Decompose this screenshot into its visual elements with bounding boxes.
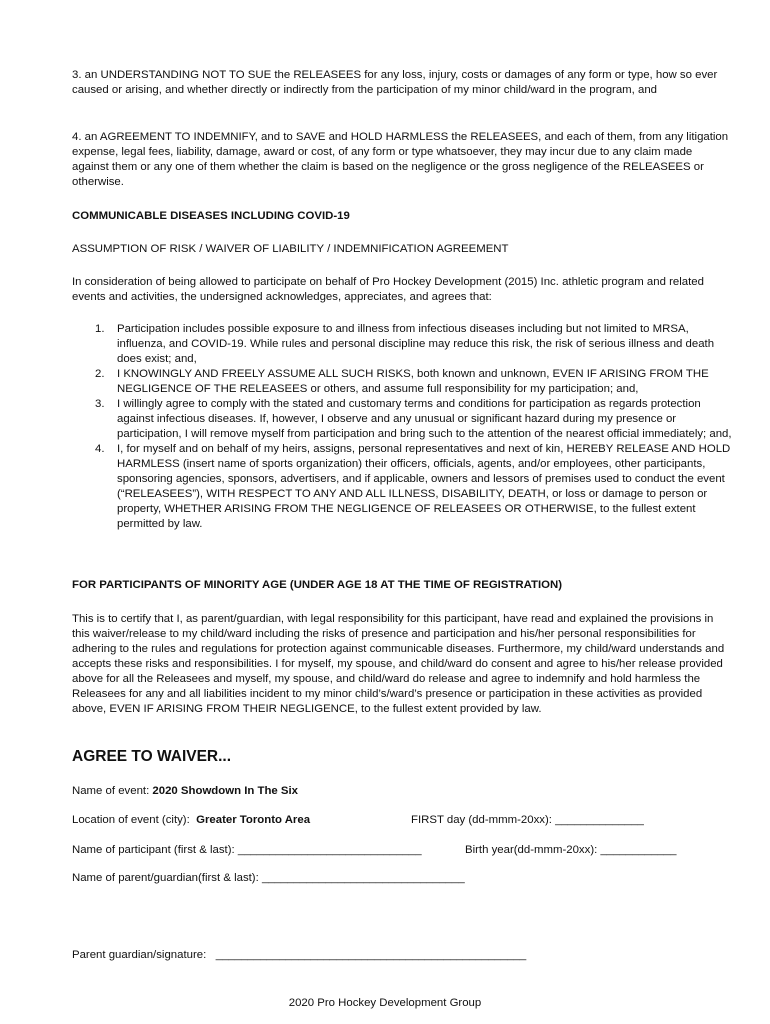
participant-label: Name of participant (first & last):: [72, 844, 235, 856]
event-name-field: [72, 784, 298, 799]
parent-label: Name of parent/guardian(first & last):: [72, 872, 259, 884]
birth-label: Birth year(dd-mmm-20xx):: [465, 844, 598, 856]
agree-heading: AGREE TO WAIVER...: [72, 748, 232, 765]
first-day-field[interactable]: [411, 813, 644, 828]
clause-4: 4. an AGREEMENT TO INDEMNIFY, and to SAVE and HOLD HARMLESS the RELEASEES, and each of them, from any litigation expense, legal fees, liability, damage, award or cost, of any form or type whatsoever, they may incur due to any claim made against them or any one of them whether the claim is based on the negligence or the gross negligence of the RELEASEES or otherwise.: [72, 131, 729, 188]
acknowledgement-list: [72, 322, 732, 532]
list-item: 2. I KNOWINGLY AND FREELY ASSUME ALL SUCH RISKS, both known and unknown, EVEN IF ARISING FROM THE NEGLIGENCE OF THE RELEASEES or others, and assume full responsibility for my participation; and,: [95, 368, 709, 395]
location-value: Greater Toronto Area: [196, 814, 311, 826]
event-value: 2020 Showdown In The Six: [152, 785, 298, 797]
signature-field[interactable]: [72, 948, 526, 963]
signature-label: Parent guardian/signature:: [72, 949, 207, 961]
page-footer: 2020 Pro Hockey Development Group: [288, 997, 482, 1009]
minority-paragraph: This is to certify that I, as parent/guardian, with legal responsibility for this participant, have read and explained the provisions in this waiver/release to my child/ward including the risks of presence and participation and his/her personal responsibilities for adhering to the rules and regulations for protection against communicable diseases. Furthermore, my child/ward understands and accepts these risks and responsibilities. I for myself, my spouse, and child/ward do consent and agree to his/her release provided above for all the Releasees and myself, my spouse, and child/ward do release and agree to indemnify and hold harmless the Releasees for any and all liabilities incident to my minor child’s/ward’s presence or participation in these activities as provided above, EVEN IF ARISING FROM THEIR NEGLIGENCE, to the fullest extent provided by law.: [72, 613, 725, 715]
first-day-label: FIRST day (dd-mmm-20xx):: [411, 814, 552, 826]
list-item: 3. I willingly agree to comply with the stated and customary terms and conditions for participation as regards protection against infectious diseases. If, however, I observe and any unusual or significant hazard during my presence or participation, I will remove myself from participation and bring such to the attention of the nearest official immediately; and,: [95, 398, 732, 440]
birth-blank[interactable]: ____________: [600, 844, 677, 856]
intro-paragraph: In consideration of being allowed to participate on behalf of Pro Hockey Development (2015) Inc. athletic program and related events and activities, the undersigned acknowledges, appreciates, and agrees that:: [72, 276, 704, 303]
birth-year-field[interactable]: [465, 843, 676, 858]
event-label: Name of event:: [72, 785, 150, 797]
first-day-blank[interactable]: ______________: [555, 814, 644, 826]
participant-blank[interactable]: _____________________________: [237, 844, 422, 856]
minority-title: FOR PARTICIPANTS OF MINORITY AGE (UNDER AGE 18 AT THE TIME OF REGISTRATION): [72, 579, 563, 591]
event-location-field: [72, 813, 310, 828]
signature-blank[interactable]: _________________________________________________: [215, 949, 527, 961]
participant-name-field[interactable]: [72, 843, 422, 858]
list-item: 1. Participation includes possible exposure to and illness from infectious diseases including but not limited to MRSA, influenza, and COVID-19. While rules and personal discipline may reduce this risk, the risk of serious illness and death does exist; and,: [95, 323, 715, 365]
section-title: COMMUNICABLE DISEASES INCLUDING COVID-19: [72, 210, 350, 222]
list-item: 4. I, for myself and on behalf of my heirs, assigns, personal representatives and next of kin, HEREBY RELEASE AND HOLD HARMLESS (insert name of sports organization) their officers, officials, agents, and/or employees, other participants, sponsoring agencies, sponsors, advertisers, and if applicable, owners and lessors of premises used to conduct the event (“RELEASEES”), WITH RESPECT TO ANY AND ALL ILLNESS, DISABILITY, DEATH, or loss or damage to person or property, WHETHER ARISING FROM THE NEGLIGENCE OF RELEASEES OR OTHERWISE, to the fullest extent permitted by law.: [95, 443, 731, 530]
location-label: Location of event (city):: [72, 814, 190, 826]
parent-blank[interactable]: ________________________________: [261, 872, 465, 884]
parent-name-field[interactable]: [72, 871, 465, 886]
clause-3: 3. an UNDERSTANDING NOT TO SUE the RELEASEES for any loss, injury, costs or damages of any form or type, how so ever caused or arising, and whether directly or indirectly from the participation of my minor child/ward in the program, and: [72, 69, 718, 96]
agreement-subtitle: ASSUMPTION OF RISK / WAIVER OF LIABILITY / INDEMNIFICATION AGREEMENT: [72, 243, 509, 255]
